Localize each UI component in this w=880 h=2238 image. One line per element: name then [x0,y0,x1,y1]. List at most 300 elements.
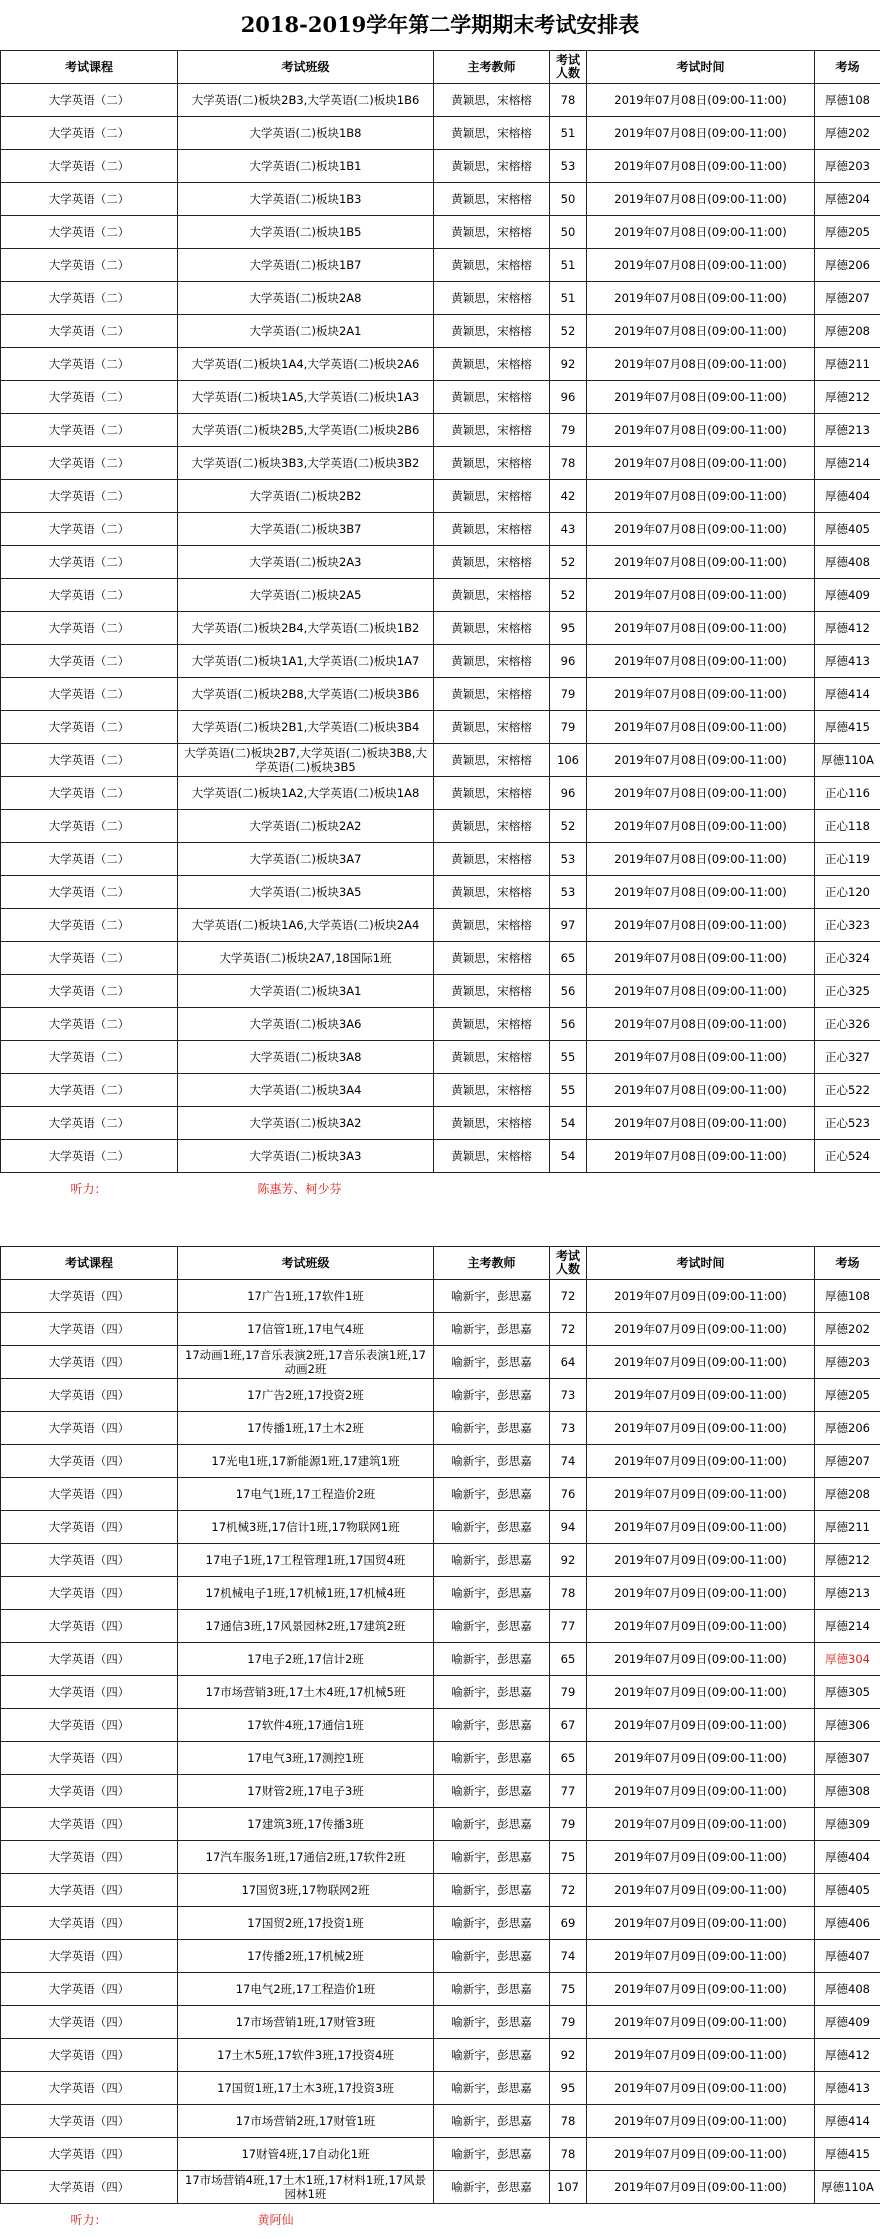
cell-count: 65 [550,1742,587,1775]
cell-classes: 17信管1班,17电气4班 [178,1313,434,1346]
cell-time: 2019年07月09日(09:00-11:00) [587,1709,815,1742]
cell-time: 2019年07月09日(09:00-11:00) [587,2105,815,2138]
cell-course: 大学英语（二） [1,843,178,876]
cell-room: 厚德212 [815,381,880,414]
cell-classes: 大学英语(二)板块1B8 [178,117,434,150]
cell-teacher: 黄颖思，宋榕榕 [434,1008,550,1041]
cell-classes: 17电气3班,17测控1班 [178,1742,434,1775]
cell-room: 厚德211 [815,348,880,381]
cell-room: 厚德212 [815,1544,880,1577]
cell-course: 大学英语（四） [1,1544,178,1577]
cell-course: 大学英语（二） [1,810,178,843]
cell-time: 2019年07月08日(09:00-11:00) [587,282,815,315]
cell-time: 2019年07月09日(09:00-11:00) [587,1874,815,1907]
cell-classes: 大学英语(二)板块1B5 [178,216,434,249]
cell-room: 厚德406 [815,1907,880,1940]
cell-classes: 17市场营销4班,17土木1班,17材料1班,17风景园林1班 [178,2171,434,2204]
cell-course: 大学英语（二） [1,711,178,744]
cell-count: 52 [550,579,587,612]
cell-room: 厚德407 [815,1940,880,1973]
table-row [1,1742,880,1775]
table-row [1,348,880,381]
cell-time: 2019年07月09日(09:00-11:00) [587,1676,815,1709]
cell-classes: 大学英语(二)板块2A7,18国际1班 [178,942,434,975]
cell-course: 大学英语（四） [1,1907,178,1940]
cell-classes: 17电子2班,17信计2班 [178,1643,434,1676]
cell-course: 大学英语（四） [1,1577,178,1610]
cell-time: 2019年07月08日(09:00-11:00) [587,183,815,216]
cell-time: 2019年07月08日(09:00-11:00) [587,942,815,975]
cell-course: 大学英语（四） [1,1808,178,1841]
cell-course: 大学英语（四） [1,1841,178,1874]
cell-classes: 17国贸2班,17投资1班 [178,1907,434,1940]
cell-classes: 17机械电子1班,17机械1班,17机械4班 [178,1577,434,1610]
cell-room: 厚德211 [815,1511,880,1544]
cell-teacher: 黄颖思，宋榕榕 [434,777,550,810]
cell-count: 75 [550,1973,587,2006]
cell-classes: 大学英语(二)板块2B1,大学英语(二)板块3B4 [178,711,434,744]
cell-count: 92 [550,2039,587,2072]
cell-count: 54 [550,1140,587,1173]
cell-teacher: 喻新宇，彭思嘉 [434,1313,550,1346]
cell-room: 正心120 [815,876,880,909]
cell-room: 厚德405 [815,1874,880,1907]
cell-time: 2019年07月08日(09:00-11:00) [587,216,815,249]
cell-teacher: 喻新宇，彭思嘉 [434,1808,550,1841]
cell-room: 厚德305 [815,1676,880,1709]
cell-course: 大学英语（四） [1,2138,178,2171]
cell-count: 79 [550,2006,587,2039]
cell-classes: 大学英语(二)板块1B1 [178,150,434,183]
cell-room: 厚德206 [815,249,880,282]
cell-time: 2019年07月09日(09:00-11:00) [587,1808,815,1841]
table-row [1,546,880,579]
table-row [1,282,880,315]
cell-time: 2019年07月08日(09:00-11:00) [587,810,815,843]
table-row [1,1445,880,1478]
cell-teacher: 黄颖思，宋榕榕 [434,183,550,216]
cell-teacher: 黄颖思，宋榕榕 [434,1041,550,1074]
cell-teacher: 喻新宇，彭思嘉 [434,1346,550,1379]
cell-room: 厚德213 [815,1577,880,1610]
cell-time: 2019年07月08日(09:00-11:00) [587,909,815,942]
cell-course: 大学英语（四） [1,1610,178,1643]
table-row [1,513,880,546]
header-time: 考试时间 [587,1247,815,1280]
header-classes: 考试班级 [178,1247,434,1280]
cell-count: 50 [550,183,587,216]
cell-teacher: 喻新宇，彭思嘉 [434,1775,550,1808]
cell-time: 2019年07月09日(09:00-11:00) [587,1841,815,1874]
cell-room: 厚德404 [815,1841,880,1874]
cell-course: 大学英语（四） [1,1775,178,1808]
cell-count: 107 [550,2171,587,2204]
table-row [1,876,880,909]
table-row [1,777,880,810]
cell-time: 2019年07月08日(09:00-11:00) [587,447,815,480]
cell-time: 2019年07月08日(09:00-11:00) [587,150,815,183]
cell-course: 大学英语（二） [1,84,178,117]
listening-teachers: 陈惠芳、柯少芬 [257,1182,342,1196]
cell-classes: 大学英语(二)板块1B3 [178,183,434,216]
cell-course: 大学英语（四） [1,1346,178,1379]
table-row [1,2171,880,2204]
cell-time: 2019年07月08日(09:00-11:00) [587,678,815,711]
cell-teacher: 黄颖思，宋榕榕 [434,579,550,612]
cell-teacher: 黄颖思，宋榕榕 [434,249,550,282]
cell-room: 厚德205 [815,216,880,249]
cell-room: 厚德304 [815,1643,880,1676]
cell-room: 厚德208 [815,1478,880,1511]
cell-teacher: 黄颖思，宋榕榕 [434,909,550,942]
cell-count: 64 [550,1346,587,1379]
cell-classes: 17土木5班,17软件3班,17投资4班 [178,2039,434,2072]
listening-teachers: 黄阿仙 [257,2213,294,2227]
cell-classes: 17市场营销2班,17财管1班 [178,2105,434,2138]
cell-course: 大学英语（二） [1,1008,178,1041]
cell-room: 厚德204 [815,183,880,216]
cell-teacher: 黄颖思，宋榕榕 [434,84,550,117]
cell-classes: 大学英语(二)板块2B2 [178,480,434,513]
cell-room: 厚德206 [815,1412,880,1445]
cell-room: 厚德207 [815,1445,880,1478]
cell-classes: 17动画1班,17音乐表演2班,17音乐表演1班,17动画2班 [178,1346,434,1379]
table-row [1,1808,880,1841]
cell-room: 厚德108 [815,84,880,117]
cell-teacher: 黄颖思，宋榕榕 [434,1140,550,1173]
cell-course: 大学英语（二） [1,513,178,546]
cell-teacher: 黄颖思，宋榕榕 [434,216,550,249]
cell-count: 43 [550,513,587,546]
cell-time: 2019年07月08日(09:00-11:00) [587,777,815,810]
cell-count: 72 [550,1313,587,1346]
cell-course: 大学英语（四） [1,1412,178,1445]
cell-count: 53 [550,150,587,183]
cell-time: 2019年07月08日(09:00-11:00) [587,579,815,612]
table-row [1,2039,880,2072]
cell-count: 53 [550,876,587,909]
cell-classes: 17财管2班,17电子3班 [178,1775,434,1808]
cell-time: 2019年07月08日(09:00-11:00) [587,546,815,579]
cell-room: 厚德203 [815,150,880,183]
cell-course: 大学英语（二） [1,414,178,447]
cell-time: 2019年07月09日(09:00-11:00) [587,1280,815,1313]
table-row [1,1643,880,1676]
cell-time: 2019年07月09日(09:00-11:00) [587,1412,815,1445]
cell-time: 2019年07月09日(09:00-11:00) [587,1511,815,1544]
cell-classes: 17电子1班,17工程管理1班,17国贸4班 [178,1544,434,1577]
cell-classes: 17传播1班,17土木2班 [178,1412,434,1445]
cell-room: 厚德404 [815,480,880,513]
cell-course: 大学英语（二） [1,315,178,348]
cell-time: 2019年07月09日(09:00-11:00) [587,1643,815,1676]
cell-room: 厚德205 [815,1379,880,1412]
cell-course: 大学英语（二） [1,150,178,183]
cell-room: 厚德213 [815,414,880,447]
table-row [1,1008,880,1041]
cell-course: 大学英语（四） [1,1676,178,1709]
cell-count: 73 [550,1379,587,1412]
cell-course: 大学英语（四） [1,1478,178,1511]
cell-time: 2019年07月08日(09:00-11:00) [587,975,815,1008]
cell-course: 大学英语（四） [1,2039,178,2072]
cell-classes: 大学英语(二)板块2B8,大学英语(二)板块3B6 [178,678,434,711]
cell-time: 2019年07月09日(09:00-11:00) [587,1346,815,1379]
cell-classes: 大学英语(二)板块3B3,大学英语(二)板块3B2 [178,447,434,480]
table-row [1,249,880,282]
cell-time: 2019年07月08日(09:00-11:00) [587,744,815,777]
cell-time: 2019年07月08日(09:00-11:00) [587,876,815,909]
cell-teacher: 黄颖思，宋榕榕 [434,975,550,1008]
cell-count: 54 [550,1107,587,1140]
cell-count: 56 [550,975,587,1008]
cell-count: 51 [550,282,587,315]
cell-classes: 大学英语(二)板块2A5 [178,579,434,612]
cell-course: 大学英语（二） [1,480,178,513]
cell-count: 74 [550,1940,587,1973]
table-row [1,2138,880,2171]
table-row [1,744,880,777]
cell-classes: 大学英语(二)板块1A6,大学英语(二)板块2A4 [178,909,434,942]
table-row [1,381,880,414]
cell-classes: 大学英语(二)板块1A2,大学英语(二)板块1A8 [178,777,434,810]
cell-room: 正心119 [815,843,880,876]
cell-time: 2019年07月08日(09:00-11:00) [587,414,815,447]
cell-room: 厚德408 [815,546,880,579]
cell-teacher: 喻新宇，彭思嘉 [434,1544,550,1577]
cell-course: 大学英语（二） [1,216,178,249]
cell-time: 2019年07月09日(09:00-11:00) [587,2006,815,2039]
cell-room: 正心327 [815,1041,880,1074]
cell-course: 大学英语（四） [1,1445,178,1478]
table-row [1,2072,880,2105]
cell-count: 42 [550,480,587,513]
cell-count: 92 [550,1544,587,1577]
cell-classes: 大学英语(二)板块2A1 [178,315,434,348]
cell-room: 厚德202 [815,117,880,150]
cell-room: 正心326 [815,1008,880,1041]
cell-time: 2019年07月09日(09:00-11:00) [587,1445,815,1478]
header-time: 考试时间 [587,51,815,84]
table-row [1,1907,880,1940]
exam-table-section-1 [0,50,880,1205]
cell-time: 2019年07月08日(09:00-11:00) [587,249,815,282]
cell-course: 大学英语（二） [1,612,178,645]
cell-count: 78 [550,2105,587,2138]
cell-time: 2019年07月09日(09:00-11:00) [587,2171,815,2204]
cell-classes: 17电气1班,17工程造价2班 [178,1478,434,1511]
listening-row [1,2204,880,2237]
cell-teacher: 喻新宇，彭思嘉 [434,1709,550,1742]
cell-count: 106 [550,744,587,777]
cell-count: 78 [550,2138,587,2171]
cell-classes: 17光电1班,17新能源1班,17建筑1班 [178,1445,434,1478]
cell-room: 厚德214 [815,1610,880,1643]
cell-room: 正心116 [815,777,880,810]
cell-time: 2019年07月09日(09:00-11:00) [587,1577,815,1610]
cell-count: 78 [550,1577,587,1610]
table-row [1,1379,880,1412]
cell-count: 73 [550,1412,587,1445]
cell-count: 53 [550,843,587,876]
cell-course: 大学英语（二） [1,1074,178,1107]
cell-count: 92 [550,348,587,381]
listening-row [1,1173,880,1206]
header-count: 考试人数 [550,51,587,84]
cell-classes: 大学英语(二)板块1A5,大学英语(二)板块1A3 [178,381,434,414]
cell-teacher: 黄颖思，宋榕榕 [434,150,550,183]
cell-classes: 17通信3班,17风景园林2班,17建筑2班 [178,1610,434,1643]
cell-count: 56 [550,1008,587,1041]
cell-classes: 17电气2班,17工程造价1班 [178,1973,434,2006]
cell-teacher: 喻新宇，彭思嘉 [434,1412,550,1445]
cell-time: 2019年07月08日(09:00-11:00) [587,612,815,645]
cell-teacher: 黄颖思，宋榕榕 [434,1107,550,1140]
cell-count: 79 [550,711,587,744]
cell-count: 96 [550,381,587,414]
table-row [1,315,880,348]
table-row [1,1041,880,1074]
cell-teacher: 喻新宇，彭思嘉 [434,1280,550,1313]
cell-course: 大学英语（二） [1,183,178,216]
cell-room: 厚德207 [815,282,880,315]
cell-room: 正心324 [815,942,880,975]
cell-room: 厚德413 [815,2072,880,2105]
table-row [1,2006,880,2039]
cell-teacher: 喻新宇，彭思嘉 [434,1643,550,1676]
cell-count: 69 [550,1907,587,1940]
cell-teacher: 喻新宇，彭思嘉 [434,1940,550,1973]
cell-course: 大学英语（二） [1,1107,178,1140]
cell-course: 大学英语（二） [1,909,178,942]
cell-count: 52 [550,546,587,579]
cell-time: 2019年07月09日(09:00-11:00) [587,2039,815,2072]
cell-teacher: 黄颖思，宋榕榕 [434,1074,550,1107]
cell-teacher: 黄颖思，宋榕榕 [434,810,550,843]
table-row [1,645,880,678]
cell-time: 2019年07月09日(09:00-11:00) [587,1478,815,1511]
cell-time: 2019年07月09日(09:00-11:00) [587,1907,815,1940]
cell-teacher: 黄颖思，宋榕榕 [434,843,550,876]
cell-teacher: 黄颖思，宋榕榕 [434,348,550,381]
table-row [1,612,880,645]
cell-classes: 大学英语(二)板块2B7,大学英语(二)板块3B8,大学英语(二)板块3B5 [178,744,434,777]
cell-time: 2019年07月08日(09:00-11:00) [587,711,815,744]
cell-count: 72 [550,1280,587,1313]
cell-teacher: 黄颖思，宋榕榕 [434,546,550,579]
cell-classes: 17广告2班,17投资2班 [178,1379,434,1412]
cell-course: 大学英语（二） [1,942,178,975]
cell-room: 厚德306 [815,1709,880,1742]
cell-teacher: 黄颖思，宋榕榕 [434,744,550,777]
cell-teacher: 黄颖思，宋榕榕 [434,942,550,975]
cell-time: 2019年07月09日(09:00-11:00) [587,1313,815,1346]
cell-classes: 大学英语(二)板块2B4,大学英语(二)板块1B2 [178,612,434,645]
table-row [1,183,880,216]
cell-time: 2019年07月08日(09:00-11:00) [587,1041,815,1074]
cell-room: 正心323 [815,909,880,942]
cell-classes: 大学英语(二)板块3B7 [178,513,434,546]
cell-course: 大学英语（四） [1,1643,178,1676]
cell-time: 2019年07月08日(09:00-11:00) [587,1008,815,1041]
cell-room: 正心523 [815,1107,880,1140]
cell-count: 97 [550,909,587,942]
table-row [1,711,880,744]
table-row [1,942,880,975]
cell-classes: 17国贸3班,17物联网2班 [178,1874,434,1907]
cell-count: 67 [550,1709,587,1742]
cell-classes: 大学英语(二)板块1A1,大学英语(二)板块1A7 [178,645,434,678]
table-row [1,1511,880,1544]
cell-room: 厚德405 [815,513,880,546]
cell-teacher: 喻新宇，彭思嘉 [434,2006,550,2039]
cell-room: 正心522 [815,1074,880,1107]
cell-count: 65 [550,1643,587,1676]
cell-teacher: 喻新宇，彭思嘉 [434,2039,550,2072]
table-row [1,117,880,150]
cell-course: 大学英语（二） [1,348,178,381]
cell-count: 79 [550,678,587,711]
cell-classes: 大学英语(二)板块2A8 [178,282,434,315]
cell-time: 2019年07月08日(09:00-11:00) [587,480,815,513]
cell-classes: 17国贸1班,17土木3班,17投资3班 [178,2072,434,2105]
cell-time: 2019年07月08日(09:00-11:00) [587,117,815,150]
cell-count: 96 [550,777,587,810]
table-row [1,1412,880,1445]
table-header-row [1,51,880,84]
table-row [1,1313,880,1346]
cell-count: 77 [550,1610,587,1643]
cell-room: 厚德412 [815,612,880,645]
cell-classes: 大学英语(二)板块1B7 [178,249,434,282]
cell-count: 79 [550,414,587,447]
cell-count: 77 [550,1775,587,1808]
table-row [1,1346,880,1379]
table-row [1,216,880,249]
cell-classes: 大学英语(二)板块3A4 [178,1074,434,1107]
cell-teacher: 黄颖思，宋榕榕 [434,678,550,711]
cell-room: 厚德414 [815,678,880,711]
cell-classes: 17市场营销1班,17财管3班 [178,2006,434,2039]
cell-course: 大学英语（二） [1,975,178,1008]
cell-course: 大学英语（四） [1,2072,178,2105]
table-row [1,1874,880,1907]
cell-teacher: 喻新宇，彭思嘉 [434,1676,550,1709]
cell-count: 51 [550,249,587,282]
cell-time: 2019年07月08日(09:00-11:00) [587,513,815,546]
cell-time: 2019年07月08日(09:00-11:00) [587,843,815,876]
cell-classes: 17广告1班,17软件1班 [178,1280,434,1313]
cell-count: 94 [550,1511,587,1544]
cell-classes: 17建筑3班,17传播3班 [178,1808,434,1841]
cell-teacher: 喻新宇，彭思嘉 [434,1511,550,1544]
cell-teacher: 黄颖思，宋榕榕 [434,414,550,447]
cell-teacher: 喻新宇，彭思嘉 [434,1610,550,1643]
cell-teacher: 黄颖思，宋榕榕 [434,282,550,315]
header-classes: 考试班级 [178,51,434,84]
cell-time: 2019年07月09日(09:00-11:00) [587,1973,815,2006]
table-row [1,810,880,843]
table-row [1,150,880,183]
table-row [1,1676,880,1709]
cell-classes: 大学英语(二)板块3A3 [178,1140,434,1173]
cell-room: 厚德307 [815,1742,880,1775]
cell-course: 大学英语（四） [1,1709,178,1742]
cell-teacher: 喻新宇，彭思嘉 [434,2072,550,2105]
cell-count: 76 [550,1478,587,1511]
cell-time: 2019年07月09日(09:00-11:00) [587,1742,815,1775]
table-row [1,414,880,447]
